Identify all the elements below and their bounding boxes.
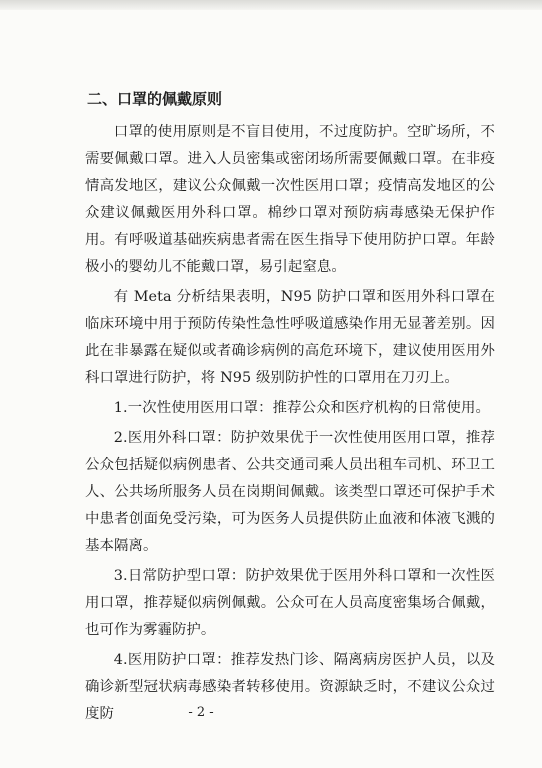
list-item-medical-protective-mask: 4.医用防护口罩：推荐发热门诊、隔离病房医护人员，以及确诊新型冠状病毒感染者转移使用。资源缺乏时，不建议公众过度防 — [85, 652, 495, 722]
list-item-disposable-mask: 1.一次性使用医用口罩：推荐公众和医疗机构的日常使用。 — [113, 400, 490, 416]
paragraph-principles: 口罩的使用原则是不盲目使用，不过度防护。空旷场所，不需要佩戴口罩。进入人员密集或密闭场所需要佩戴口罩。在非疫情高发地区，建议公众佩戴一次性医用口罩；疫情高发地区的公众建议佩戴医用外科口罩。棉纱口罩对预防病毒感染无保护作用。有呼吸道基础疾病患者需在医生指导下使用防护口罩。年龄极小的婴幼儿不能戴口罩，易引起窒息。 — [85, 124, 495, 275]
page-number-footer — [0, 705, 542, 720]
page-number: - 2 - — [188, 705, 214, 720]
document-body — [85, 88, 495, 731]
section-heading: 二、口罩的佩戴原则 — [87, 90, 223, 108]
paragraph-meta-analysis: 有 Meta 分析结果表明，N95 防护口罩和医用外科口罩在临床环境中用于预防传染性急性呼吸道感染作用无显著差别。因此在非暴露在疑似或者确诊病例的高危环境下，建议使用医用外科口罩进行防护，将 N95 级别防护性的口罩用在刀刃上。 — [85, 289, 495, 386]
list-item-surgical-mask: 2.医用外科口罩：防护效果优于一次性使用医用口罩，推荐公众包括疑似病例患者、公共交通司乘人员出租车司机、环卫工人、公共场所服务人员在岗期间佩戴。该类型口罩还可保护手术中患者创面免受污染，可为医务人员提供防止血液和体液飞溅的基本隔离。 — [85, 430, 495, 554]
list-item-daily-protective-mask: 3.日常防护型口罩：防护效果优于医用外科口罩和一次性医用口罩，推荐疑似病例佩戴。公众可在人员高度密集场合佩戴，也可作为雾霾防护。 — [85, 568, 495, 638]
page-top-edge — [0, 0, 542, 10]
